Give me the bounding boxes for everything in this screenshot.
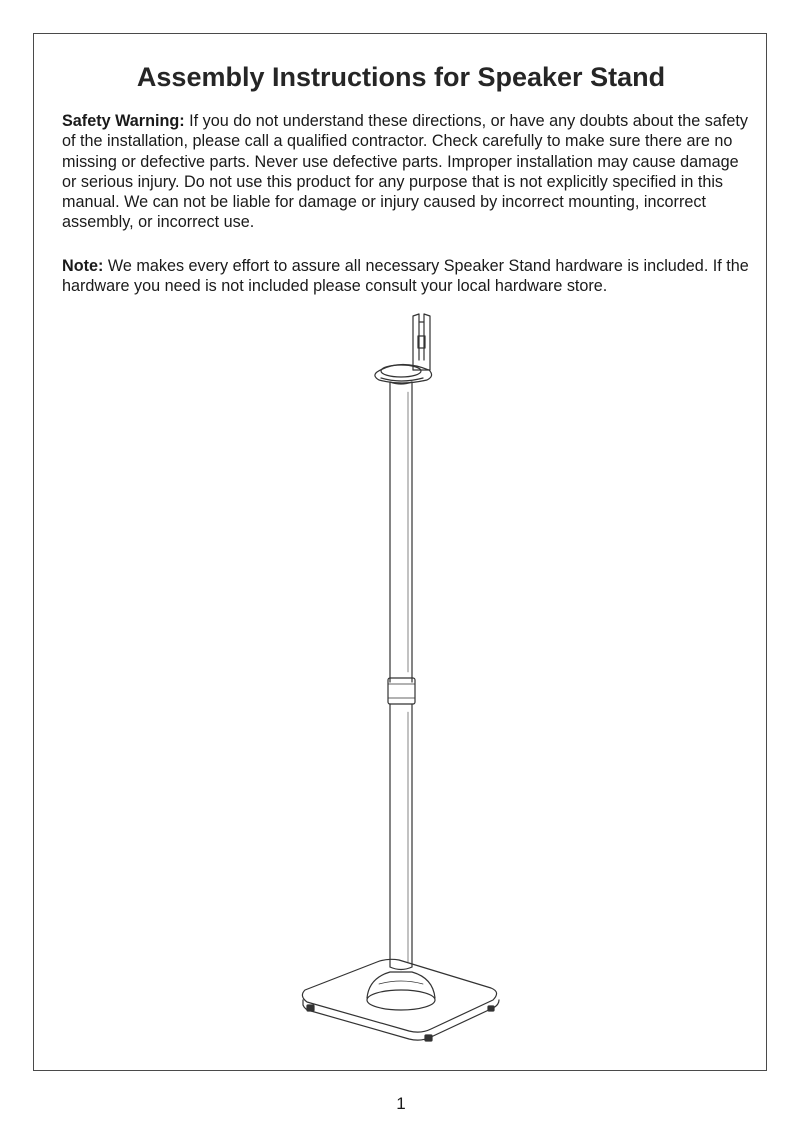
lower-tube	[390, 704, 412, 970]
top-plate	[375, 364, 432, 383]
speaker-stand-illustration	[295, 312, 505, 1047]
base-dome	[367, 972, 435, 1010]
top-bracket	[413, 314, 430, 370]
safety-warning-text: If you do not understand these directions, or have any doubts about the safety of the installation, please call a qualified contractor. Check carefully to make sure there are no missing or defective parts. Never use defective parts. Improper installation may cause damage or serious injury. Do not use this product for any purpose that is not explicitly specified in this manual. We can not be liable for damage or injury caused by incorrect mounting, incorrect assembly, or incorrect use.	[62, 112, 748, 232]
note-label: Note:	[62, 257, 104, 275]
upper-tube	[390, 382, 412, 682]
note-text: We makes every effort to assure all necessary Speaker Stand hardware is included. If the hardware you need is not included please consult your local hardware store.	[62, 257, 749, 296]
adjustment-collar	[388, 678, 415, 704]
safety-warning-label: Safety Warning:	[62, 112, 185, 130]
note-paragraph	[62, 256, 752, 297]
page-number: 1	[396, 1094, 406, 1113]
safety-warning-paragraph	[62, 111, 752, 233]
page-title: Assembly Instructions for Speaker Stand	[136, 62, 666, 92]
